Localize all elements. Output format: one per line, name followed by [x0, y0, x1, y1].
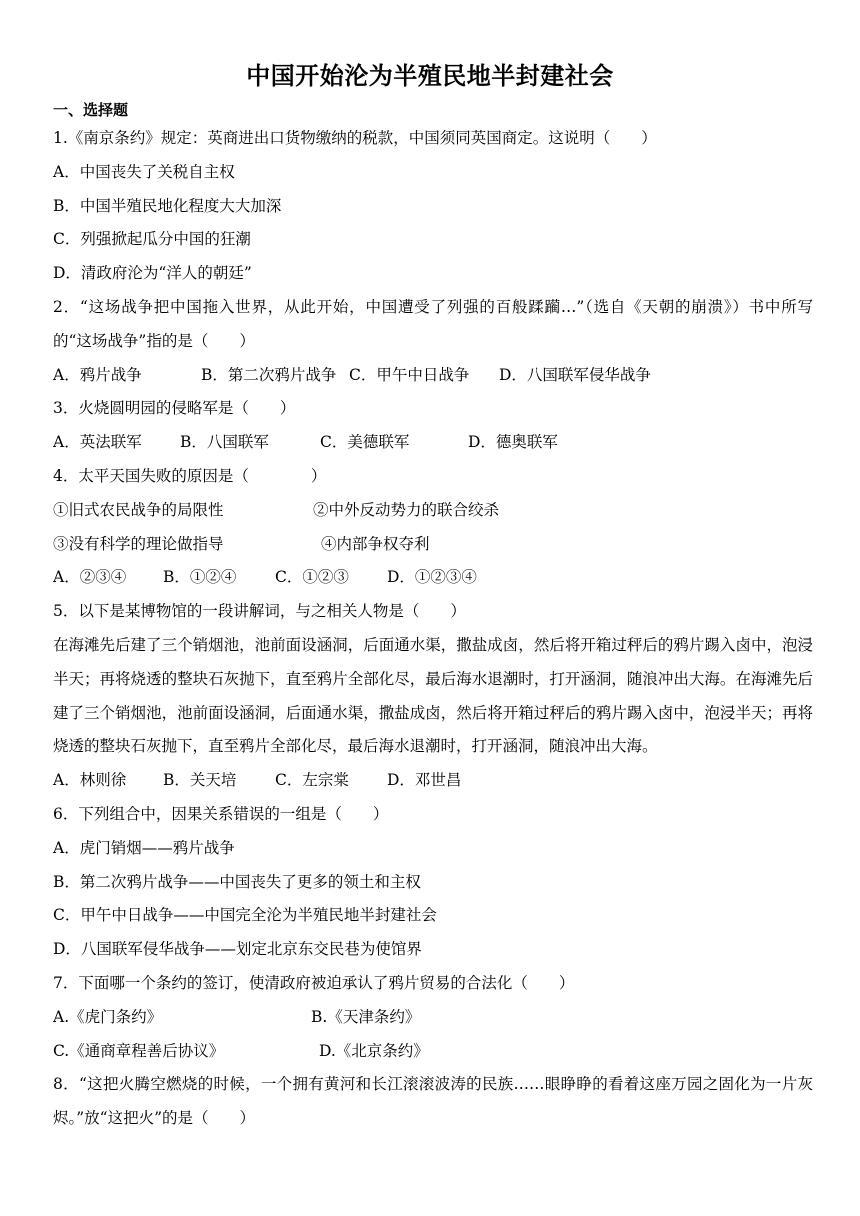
- question-2-option-b: B．第二次鸦片战争: [201, 365, 337, 384]
- question-4-option-b: B．①②④: [163, 568, 237, 587]
- question-7-option-c: C.《通商章程善后协议》: [53, 1041, 225, 1060]
- question-4-option-a: A．②③④: [53, 568, 127, 587]
- question-6-stem: 6．下列组合中，因果关系错误的一组是（ ）: [53, 804, 389, 823]
- question-5-stem: 5．以下是某博物馆的一段讲解词，与之相关人物是（ ）: [53, 602, 466, 621]
- document-title: 中国开始沦为半殖民地半封建社会: [246, 62, 614, 90]
- question-1-option-d: D．清政府沦为“洋人的朝廷”: [53, 264, 252, 283]
- question-4-option-c: C．①②③: [275, 568, 349, 587]
- question-3-stem: 3．火烧圆明园的侵略军是（ ）: [53, 399, 296, 418]
- question-5-option-d: D．邓世昌: [387, 771, 462, 790]
- question-2-option-c: C．甲午中日战争: [349, 365, 470, 384]
- question-6-option-a: A．虎门销烟——鸦片战争: [53, 838, 235, 857]
- question-4-options: [53, 561, 813, 595]
- question-4-items-row-1: [53, 494, 813, 528]
- question-5-options: [53, 764, 813, 798]
- question-1-stem: 1.《南京条约》规定：英商进出口货物缴纳的税款，中国须同英国商定。这说明（ ）: [53, 129, 657, 147]
- question-7-options-row-2: [53, 1035, 813, 1069]
- question-1-option-c: C．列强掀起瓜分中国的狂潮: [53, 230, 251, 249]
- question-7-option-d: D.《北京条约》: [319, 1041, 429, 1060]
- question-5-option-a: A．林则徐: [53, 771, 127, 790]
- question-7-stem: 7．下面哪一个条约的签订，使清政府被迫承认了鸦片贸易的合法化（ ）: [53, 973, 575, 992]
- question-list: [53, 122, 813, 1136]
- question-2-option-a: A．鸦片战争: [53, 365, 142, 384]
- question-2-stem: 2．“这场战争把中国拖入世界，从此开始，中国遭受了列强的百般蹂躏…”（选自《天朝的崩溃》）书中所写的“这场战争”指的是（ ）: [53, 297, 813, 350]
- question-4-item-3: ③没有科学的理论做指导: [53, 534, 224, 553]
- question-7-options-row-1: [53, 1001, 813, 1035]
- question-6-option-b: B．第二次鸦片战争——中国丧失了更多的领土和主权: [53, 872, 421, 891]
- question-7-option-b: B.《天津条约》: [311, 1007, 421, 1026]
- question-3-option-a: A．英法联军: [53, 433, 142, 452]
- question-2-option-d: D．八国联军侵华战争: [499, 365, 651, 384]
- section-heading: 一、选择题: [53, 101, 129, 119]
- question-7-option-a: A.《虎门条约》: [53, 1007, 163, 1026]
- question-1-option-a: A．中国丧失了关税自主权: [53, 162, 235, 181]
- question-4-item-4: ④内部争权夺利: [321, 534, 430, 553]
- question-1-option-b: B．中国半殖民地化程度大大加深: [53, 196, 282, 215]
- question-5-passage: 在海滩先后建了三个销烟池，池前面设涵洞，后面通水渠，撒盐成卤，然后将开箱过秤后的鸦片踢入卤中，泡浸半天；再将烧透的整块石灰抛下，直至鸦片全部化尽，最后海水退潮时，打开涵洞，随浪冲出大海。在海滩先后建了三个销烟池，池前面设涵洞，后面通水渠，撒盐成卤，然后将开箱过秤后的鸦片踢入卤中，泡浸半天；再将烧透的整块石灰抛下，直至鸦片全部化尽，最后海水退潮时，打开涵洞，随浪冲出大海。: [53, 635, 813, 756]
- question-3-option-b: B．八国联军: [180, 433, 269, 452]
- question-6-option-c: C．甲午中日战争——中国完全沦为半殖民地半封建社会: [53, 906, 437, 925]
- question-6-option-d: D．八国联军侵华战争——划定北京东交民巷为使馆界: [53, 940, 422, 959]
- question-4-option-d: D．①②③④: [387, 568, 477, 587]
- question-3-options: [53, 426, 813, 460]
- question-8-stem: 8．“这把火腾空燃烧的时候，一个拥有黄河和长江滚滚波涛的民族……眼睁睁的看着这座万园之固化为一片灰烬。”放“这把火”的是（ ）: [53, 1075, 813, 1128]
- question-5-option-c: C．左宗棠: [275, 771, 349, 790]
- question-5-option-b: B．关天培: [163, 771, 237, 790]
- question-2-options: [53, 359, 813, 393]
- question-4-stem: 4．太平天国失败的原因是（ ）: [53, 466, 327, 485]
- question-4-items-row-2: [53, 528, 813, 562]
- question-4-item-1: ①旧式农民战争的局限性: [53, 500, 224, 519]
- question-3-option-c: C．美德联军: [320, 433, 410, 452]
- question-3-option-d: D．德奥联军: [468, 433, 558, 452]
- question-4-item-2: ②中外反动势力的联合绞杀: [313, 500, 500, 519]
